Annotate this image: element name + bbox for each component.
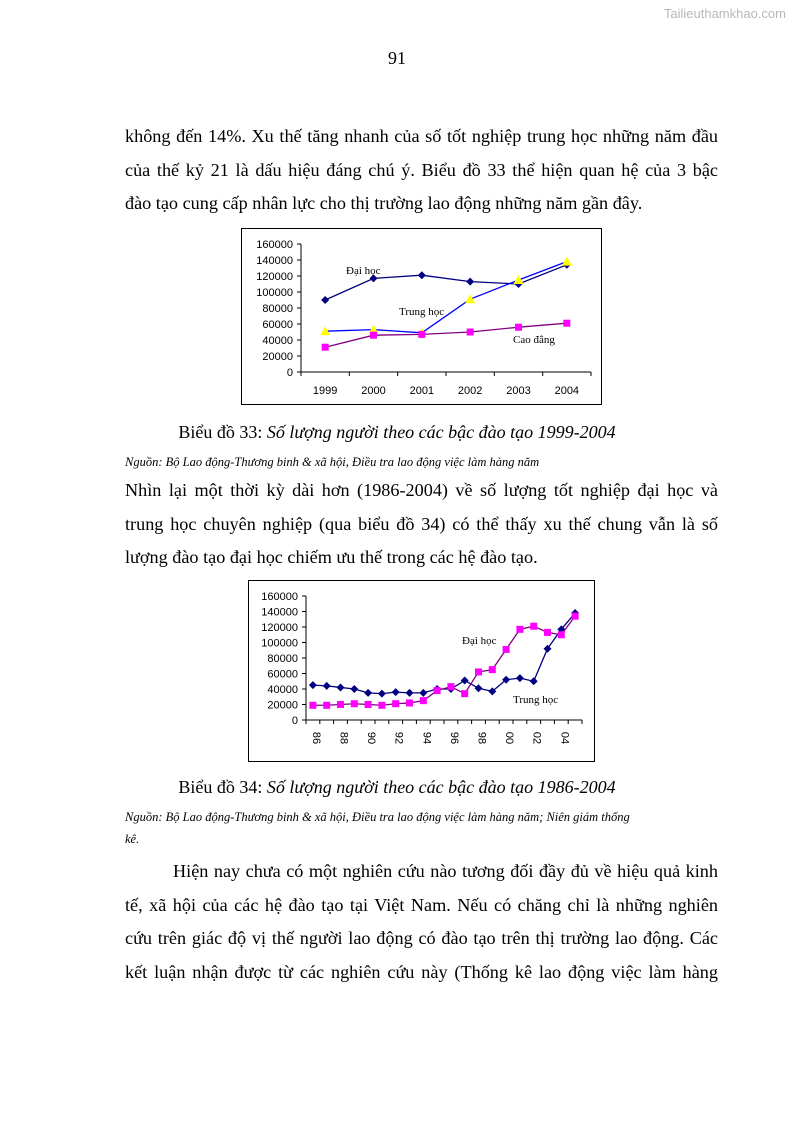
- diamond-marker: [419, 689, 427, 697]
- square-marker: [572, 613, 579, 620]
- caption-34: [0, 777, 794, 798]
- y-tick-label: 0: [291, 715, 298, 727]
- text-line: trung học chuyên nghiệp (qua biểu đồ 34) có thể thấy xu thế chung vẫn là số: [125, 513, 718, 534]
- caption-33-prefix: Biểu đồ 33:: [178, 422, 267, 442]
- text-line: lượng đào tạo đại học chiếm ưu thế trong các hệ đào tạo.: [125, 547, 538, 567]
- square-marker: [530, 623, 537, 630]
- x-tick-label: 2003: [506, 385, 531, 397]
- x-tick-label: 2004: [554, 385, 580, 397]
- caption-33-title: Số lượng người theo các bậc đào tạo 1999-2004: [266, 422, 616, 442]
- diamond-marker: [323, 682, 331, 690]
- text-line: không đến 14%. Xu thế tăng nhanh của số tốt nghiệp trung học những năm đầu: [125, 126, 718, 146]
- y-tick-label: 20000: [262, 351, 293, 363]
- source-34-line: kê.: [125, 832, 140, 846]
- text-line: của thế kỷ 21 là dấu hiệu đáng chú ý. Biểu đồ 33 thể hiện quan hệ của 3 bậc: [125, 159, 718, 180]
- x-tick-label: 88: [337, 731, 350, 745]
- x-tick-label: 96: [447, 731, 460, 745]
- x-tick-label: 02: [530, 731, 543, 745]
- diamond-marker: [406, 689, 414, 697]
- diamond-marker: [364, 689, 372, 697]
- square-marker: [370, 332, 377, 339]
- chart-33: [241, 228, 602, 405]
- diamond-marker: [544, 645, 552, 653]
- y-tick-label: 100000: [256, 287, 293, 299]
- diamond-marker: [466, 278, 474, 286]
- diamond-marker: [516, 674, 524, 682]
- text-line: tế, xã hội của các hệ đào tạo tại Việt Nam. Nếu có chăng chỉ là những nghiên: [125, 894, 718, 915]
- square-marker: [337, 701, 344, 708]
- x-tick-label: 1999: [312, 385, 338, 397]
- x-tick-label: 98: [475, 731, 488, 745]
- text-line: đào tạo cung cấp nhân lực cho thị trường lao động những năm gần đây.: [125, 193, 643, 213]
- caption-34-title: Số lượng người theo các bậc đào tạo 1986-2004: [266, 777, 616, 797]
- square-marker: [516, 626, 523, 633]
- x-tick-label: 86: [309, 731, 322, 745]
- triangle-marker: [562, 257, 572, 266]
- source-34: [125, 806, 718, 850]
- square-marker: [418, 331, 425, 338]
- series-label: Đại học: [462, 635, 497, 647]
- square-marker: [467, 329, 474, 336]
- y-tick-label: 60000: [262, 319, 293, 331]
- y-tick-label: 120000: [261, 622, 298, 634]
- text-line: kết luận nhận được từ các nghiên cứu này (Thống kê lao động việc làm hàng: [125, 961, 718, 982]
- chart-34: [248, 580, 595, 762]
- square-marker: [351, 700, 358, 707]
- x-tick-label: 00: [503, 731, 516, 745]
- square-marker: [392, 700, 399, 707]
- diamond-marker: [321, 296, 329, 304]
- y-tick-label: 0: [286, 367, 293, 379]
- square-marker: [475, 668, 482, 675]
- source-33: Nguồn: Bộ Lao động-Thương binh & xã hội, Điều tra lao động việc làm hàng năm: [125, 455, 540, 469]
- x-tick-label: 04: [558, 731, 571, 745]
- square-marker: [406, 699, 413, 706]
- diamond-marker: [309, 681, 317, 689]
- x-tick-label: 90: [365, 731, 378, 745]
- square-marker: [489, 666, 496, 673]
- square-marker: [515, 324, 522, 331]
- y-tick-label: 160000: [261, 591, 298, 603]
- y-tick-label: 120000: [256, 271, 293, 283]
- triangle-marker: [514, 275, 524, 284]
- x-tick-label: 2000: [361, 385, 386, 397]
- x-tick-label: 2002: [457, 385, 483, 397]
- x-tick-label: 92: [392, 731, 405, 745]
- text-line: Nhìn lại một thời kỳ dài hơn (1986-2004) về số lượng tốt nghiệp đại học và: [125, 480, 718, 500]
- caption-33: [0, 422, 794, 443]
- series-label: Cao đẳng: [513, 334, 555, 346]
- series-label: Đại học: [346, 265, 381, 277]
- paragraph-3: [125, 855, 718, 989]
- square-marker: [558, 631, 565, 638]
- square-marker: [544, 629, 551, 636]
- y-tick-label: 60000: [267, 668, 298, 681]
- text-line: cứu trên giác độ vị thế người lao động có đào tạo trên thị trường lao động. Các: [125, 928, 718, 948]
- caption-34-prefix: Biểu đồ 34:: [178, 777, 267, 797]
- y-tick-label: 80000: [267, 653, 298, 665]
- text-line: Hiện nay chưa có một nghiên cứu nào tương đối đầy đủ về hiệu quả kinh: [173, 861, 718, 881]
- y-tick-label: 40000: [262, 335, 293, 347]
- square-marker: [434, 687, 441, 694]
- series-label: Trung học: [513, 694, 559, 706]
- y-tick-label: 100000: [261, 637, 298, 650]
- y-tick-label: 20000: [267, 699, 298, 712]
- square-marker: [447, 683, 454, 690]
- diamond-marker: [337, 683, 345, 691]
- diamond-marker: [418, 271, 426, 279]
- square-marker: [322, 344, 329, 351]
- y-tick-label: 160000: [256, 239, 293, 251]
- square-marker: [323, 702, 330, 709]
- y-tick-label: 140000: [261, 606, 298, 619]
- diamond-marker: [475, 684, 483, 692]
- square-marker: [503, 646, 510, 653]
- paragraph-1: [125, 120, 718, 221]
- square-marker: [461, 690, 468, 697]
- page-number: 91: [388, 48, 406, 68]
- square-marker: [378, 702, 385, 709]
- x-tick-label: 2001: [409, 385, 435, 397]
- diamond-marker: [392, 688, 400, 696]
- chart-34-plot: [249, 581, 594, 761]
- paragraph-2: [125, 474, 718, 575]
- diamond-marker: [461, 676, 469, 684]
- square-marker: [309, 702, 316, 709]
- chart-33-plot: [242, 229, 601, 404]
- watermark: Tailieuthamkhao.com: [663, 6, 786, 21]
- y-tick-label: 80000: [262, 303, 293, 315]
- square-marker: [365, 701, 372, 708]
- x-tick-label: 94: [420, 731, 433, 745]
- triangle-marker: [465, 294, 475, 303]
- y-tick-label: 40000: [267, 684, 298, 696]
- series-label: Trung học: [399, 306, 445, 318]
- y-tick-label: 140000: [256, 255, 293, 267]
- diamond-marker: [530, 677, 538, 685]
- diamond-marker: [378, 690, 386, 698]
- source-34-line: Nguồn: Bộ Lao động-Thương binh & xã hội, Điều tra lao động việc làm hàng năm; Niên giám thống: [125, 810, 630, 824]
- square-marker: [420, 697, 427, 704]
- diamond-marker: [350, 685, 358, 693]
- square-marker: [563, 320, 570, 327]
